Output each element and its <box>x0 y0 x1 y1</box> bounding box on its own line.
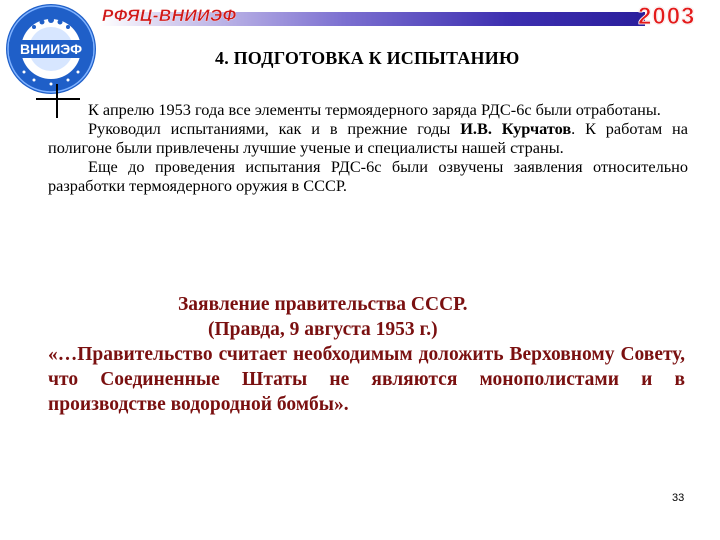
paragraph-2-start: Руководил испытаниями, как и в прежние годы <box>88 119 461 138</box>
body-text <box>48 100 688 195</box>
vniief-logo <box>4 2 98 96</box>
statement-heading: Заявление правительства СССР. <box>178 294 468 315</box>
page-number: 33 <box>672 492 685 504</box>
slide-title: 4. ПОДГОТОВКА К ИСПЫТАНИЮ <box>215 48 520 68</box>
statement-source: (Правда, 9 августа 1953 г.) <box>208 319 438 340</box>
paragraph-2 <box>48 119 688 157</box>
paragraph-1: К апрелю 1953 года все элементы термоядерного заряда РДС-6с были отработаны. <box>88 100 661 119</box>
government-statement <box>48 292 685 417</box>
logo-label: ВНИИЭФ <box>19 41 83 57</box>
header-year: 2003 <box>638 3 696 30</box>
org-name: РФЯЦ-ВНИИЭФ <box>102 6 237 25</box>
kurchatov-name: И.В. Курчатов <box>460 119 572 138</box>
statement-quote: «…Правительство считает необходимым доложить Верховному Совету, что Соединенные Штаты не являются монополистами и в производстве водородной бомбы». <box>48 344 685 415</box>
paragraph-3: Еще до проведения испытания РДС-6с были озвучены заявления относительно разработки термоядерного оружия в СССР. <box>48 157 688 195</box>
paragraph-2-end: . К работам на полигоне были привлечены лучшие ученые и специалисты нашей страны. <box>48 119 688 157</box>
